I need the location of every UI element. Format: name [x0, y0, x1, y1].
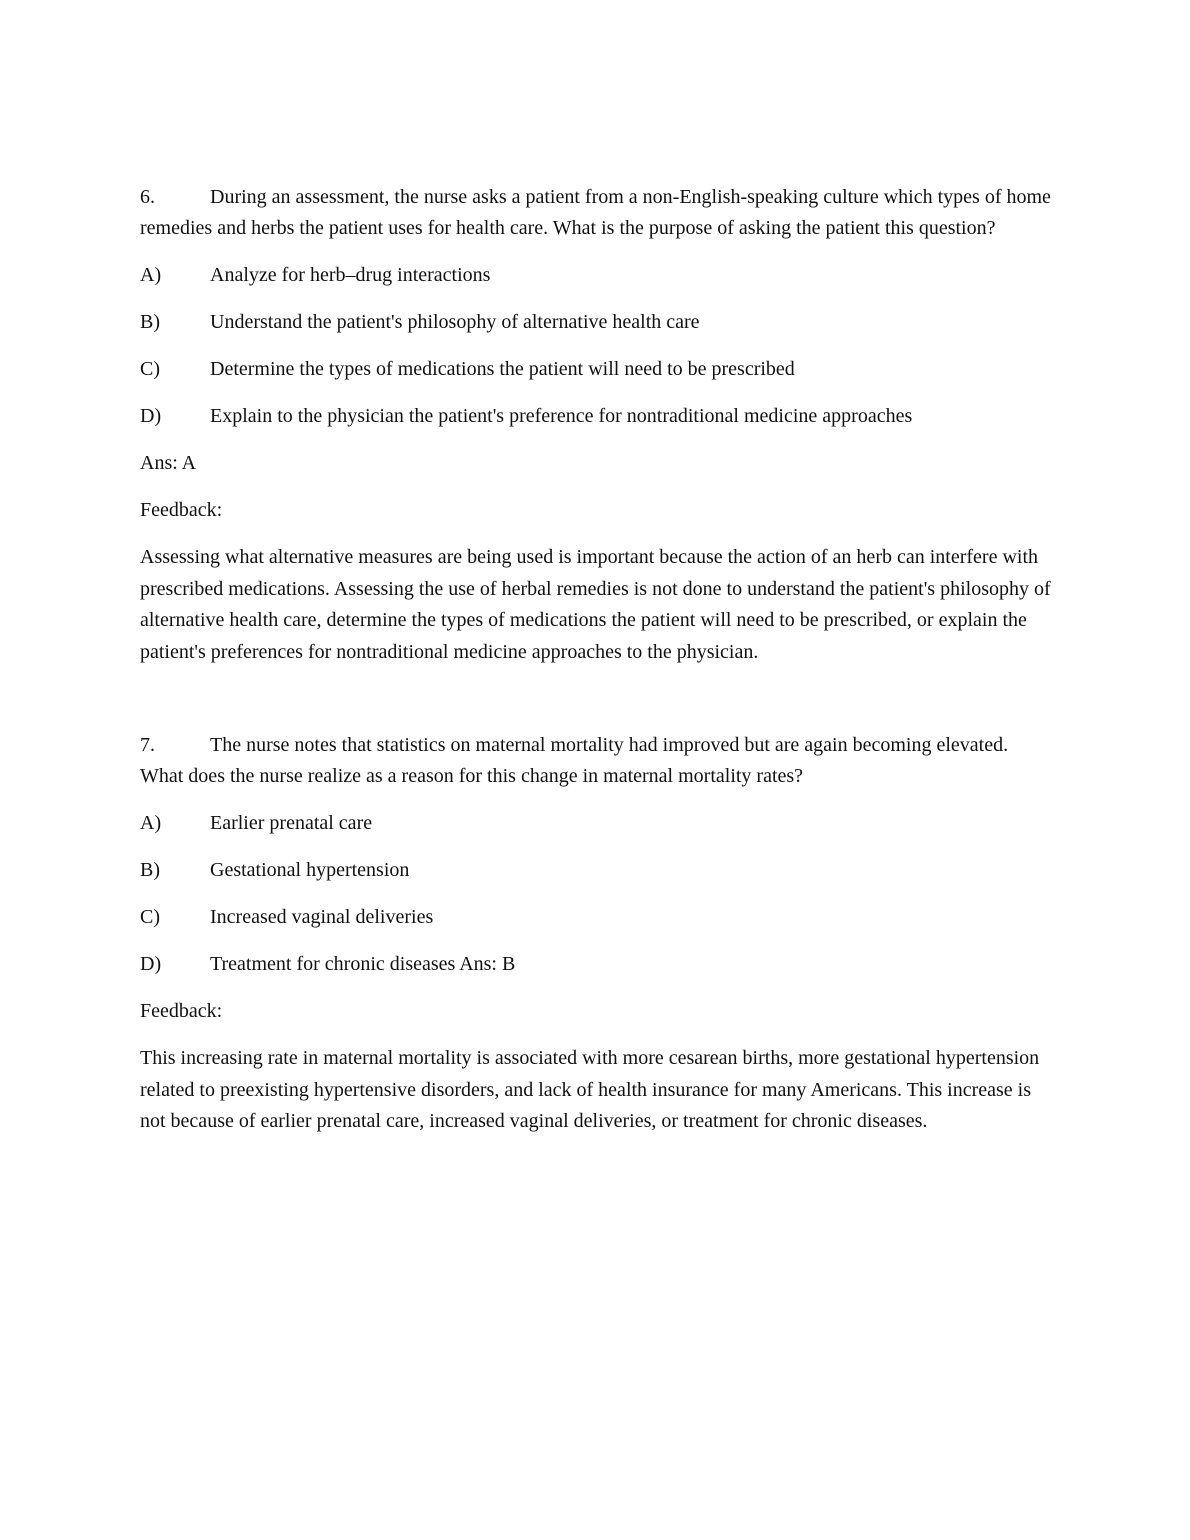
question-7	[140, 730, 1055, 1138]
option-c	[140, 354, 1055, 385]
option-text: Analyze for herb–drug interactions	[210, 264, 491, 286]
option-b	[140, 855, 1055, 886]
feedback-text: Assessing what alternative measures are being used is important because the action of an herb can interfere with prescribed medications. Assessing the use of herbal remedies is not done to understand the patient's philosophy of alternative health care, determine the types of medications the patient will need to be prescribed, or explain the patient's preferences for nontraditional medicine approaches to the physician.	[140, 546, 1051, 663]
option-text: Gestational hypertension	[210, 859, 410, 881]
feedback-label: Feedback:	[140, 499, 223, 521]
option-text: Earlier prenatal care	[210, 812, 373, 834]
option-letter: C)	[140, 358, 160, 380]
feedback-label: Feedback:	[140, 1000, 223, 1022]
option-letter: C)	[140, 906, 160, 928]
option-d	[140, 401, 1055, 432]
option-letter: B)	[140, 859, 160, 881]
feedback-text: This increasing rate in maternal mortality is associated with more cesarean births, more gestational hypertension related to preexisting hypertensive disorders, and lack of health insurance for many Americans. This increase is not because of earlier prenatal care, increased vaginal deliveries, or treatment for chronic diseases.	[140, 1047, 1040, 1132]
option-text: Increased vaginal deliveries	[210, 906, 434, 928]
answer-line: Ans: A	[140, 452, 197, 474]
option-letter: A)	[140, 812, 162, 834]
option-b	[140, 307, 1055, 338]
option-letter: D)	[140, 405, 162, 427]
option-text: Treatment for chronic diseases Ans: B	[210, 953, 516, 975]
option-text: Determine the types of medications the patient will need to be prescribed	[210, 358, 795, 380]
option-d	[140, 949, 1055, 980]
question-stem	[140, 730, 1055, 792]
option-a	[140, 260, 1055, 291]
question-stem	[140, 182, 1055, 244]
option-text: Understand the patient's philosophy of alternative health care	[210, 311, 700, 333]
option-letter: B)	[140, 311, 160, 333]
question-6	[140, 182, 1055, 668]
option-c	[140, 902, 1055, 933]
document-page	[140, 182, 1055, 1138]
option-text: Explain to the physician the patient's preference for nontraditional medicine approaches	[210, 405, 913, 427]
question-text: During an assessment, the nurse asks a patient from a non-English-speaking culture which types of home remedies and herbs the patient uses for health care. What is the purpose of asking the patient this question?	[140, 186, 1051, 239]
question-text: The nurse notes that statistics on maternal mortality had improved but are again becoming elevated. What does the nurse realize as a reason for this change in maternal mortality rates?	[140, 734, 1009, 787]
option-a	[140, 808, 1055, 839]
question-number: 6.	[140, 186, 155, 208]
option-letter: D)	[140, 953, 162, 975]
question-number: 7.	[140, 734, 155, 756]
option-letter: A)	[140, 264, 162, 286]
